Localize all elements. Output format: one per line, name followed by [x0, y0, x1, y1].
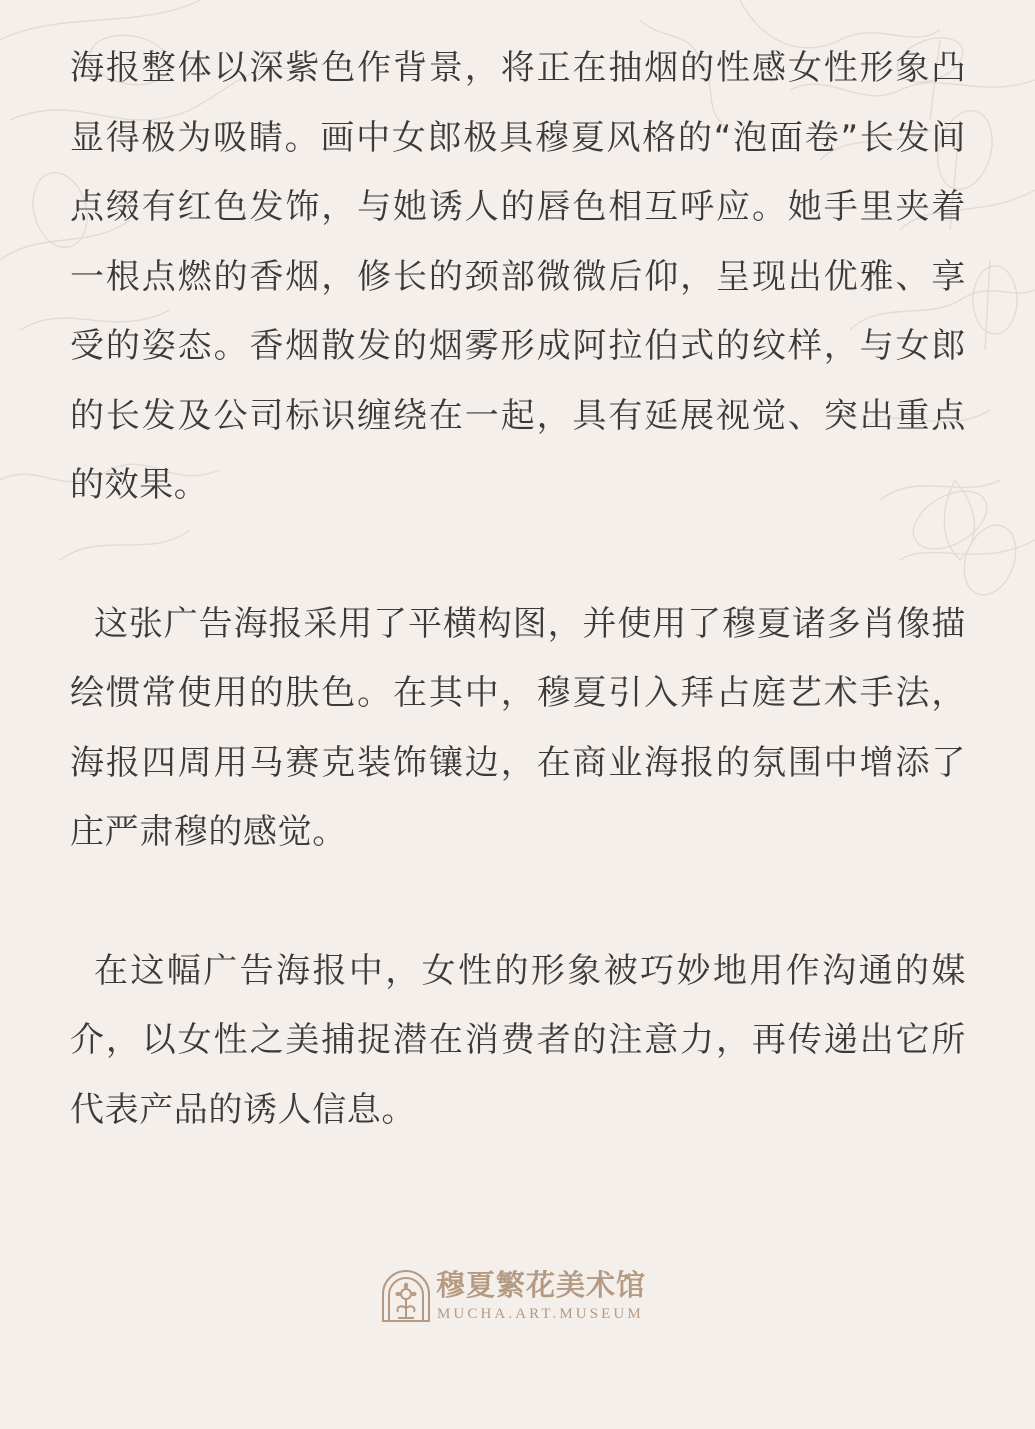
paragraph-spacer — [70, 521, 966, 590]
article-paragraph-3: 在这幅广告海报中，女性的形象被巧妙地用作沟通的媒介，以女性之美捕捉潜在消费者的注意力，再传递出它所代表产品的诱人信息。 — [70, 950, 966, 1130]
flower-arch-emblem-icon — [378, 1268, 434, 1324]
article-body — [70, 34, 966, 1145]
article-paragraph-1: 海报整体以深紫色作背景，将正在抽烟的性感女性形象凸显得极为吸睛。画中女郎极具穆夏风格的“泡面卷”长发间点缀有红色发饰，与她诱人的唇色相互呼应。她手里夹着一根点燃的香烟，修长的颈部微微后仰，呈现出优雅、享受的姿态。香烟散发的烟雾形成阿拉伯式的纹样，与女郎的长发及公司标识缠绕在一起，具有延展视觉、突出重点的效果。 — [70, 48, 966, 505]
museum-name-chinese: 穆夏繁花美术馆 — [436, 1268, 647, 1302]
paragraph-spacer — [70, 868, 966, 937]
museum-name-english: MUCHA.ART.MUSEUM — [437, 1306, 644, 1322]
article-paragraph-2: 这张广告海报采用了平横构图，并使用了穆夏诸多肖像描绘惯常使用的肤色。在其中，穆夏引入拜占庭艺术手法，海报四周用马赛克装饰镶边，在商业海报的氛围中增添了庄严肃穆的感觉。 — [70, 603, 966, 852]
museum-logo — [378, 1266, 668, 1328]
